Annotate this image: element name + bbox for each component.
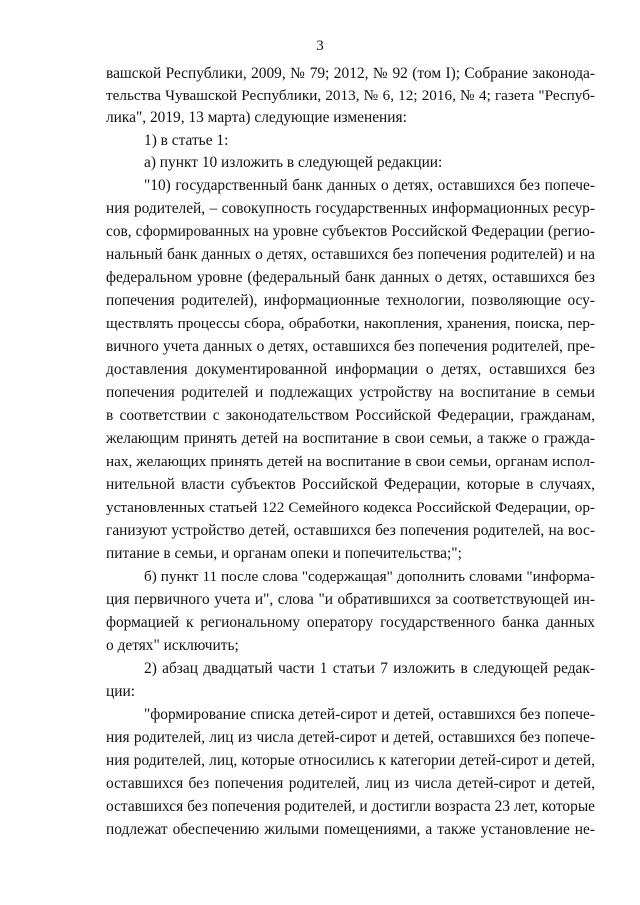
text-line: попечения родителей и подлежащих устройству на воспитание в семьи [106,384,595,401]
text-line: доставления документированной информации о детях, оставшихся без [106,361,595,378]
text-line: попечения родителей), информационные технологии, позволяющие осу- [106,292,595,309]
text-line: установленных статьей 122 Семейного кодекса Российской Федерации, ор- [106,499,595,516]
text-line: оставшихся без попечения родителей, и достигли возраста 23 лет, которые [106,798,595,815]
text-line: "10) государственный банк данных о детях, оставшихся без попече- [144,177,595,194]
text-line: 2) абзац двадцатый части 1 статьи 7 изложить в следующей редак- [144,660,595,677]
text-line: формацией к региональному оператору государственного банка данных [106,614,595,631]
text-line: а) пункт 10 изложить в следующей редакции: [144,154,443,171]
text-line: подлежат обеспечению жилыми помещениями, а также установление не- [106,821,595,838]
text-line: "формирование списка детей-сирот и детей, оставшихся без попече- [144,706,595,723]
text-line: в соответствии с законодательством Российской Федерации, гражданам, [106,407,595,424]
text-line: сов, сформированных на уровне субъектов Российской Федерации (регио- [106,223,595,240]
text-line: нальный банк данных о детях, оставшихся без попечения родителей) и на [106,246,595,263]
text-line: нах, желающих принять детей на воспитание в свои семьи, органам испол- [106,453,595,470]
text-line: федеральном уровне (федеральный банк данных о детях, оставшихся без [106,269,595,286]
text-line: ния родителей, лиц, которые относились к категории детей-сирот и детей, [106,752,595,769]
text-line: лика", 2019, 13 марта) следующие изменения: [106,109,407,126]
text-line: ществлять процессы сбора, обработки, накопления, хранения, поиска, пер- [106,315,595,332]
text-line: б) пункт 11 после слова "содержащая" дополнить словами "информа- [144,568,595,585]
text-line: 1) в статье 1: [144,132,229,149]
page-number: 3 [316,38,324,54]
text-line: о детях" исключить; [106,637,239,654]
text-line: ния родителей, – совокупность государственных информационных ресур- [106,200,595,217]
text-line: ния родителей, лиц из числа детей-сирот и детей, оставшихся без попече- [106,729,595,746]
text-line: желающим принять детей на воспитание в свои семьи, а также о гражда- [106,430,595,447]
text-line: нительной власти субъектов Российской Федерации, которые в случаях, [106,476,595,493]
text-line: питание в семьи, и органам опеки и попечительства;"; [106,545,462,562]
text-line: тельства Чувашской Республики, 2013, № 6, 12; 2016, № 4; газета "Респуб- [106,87,595,104]
text-line: оставшихся без попечения родителей, лиц из числа детей-сирот и детей, [106,775,595,792]
text-line: ганизуют устройство детей, оставшихся без попечения родителей, на вос- [106,522,595,539]
text-line: ции: [106,683,135,700]
text-line: ция первичного учета и", слова "и обратившихся за соответствующей ин- [106,591,595,608]
text-line: вашской Республики, 2009, № 79; 2012, № 92 (том I); Собрание законода- [106,65,595,82]
text-line: вичного учета данных о детях, оставшихся без попечения родителей, пре- [106,338,595,355]
